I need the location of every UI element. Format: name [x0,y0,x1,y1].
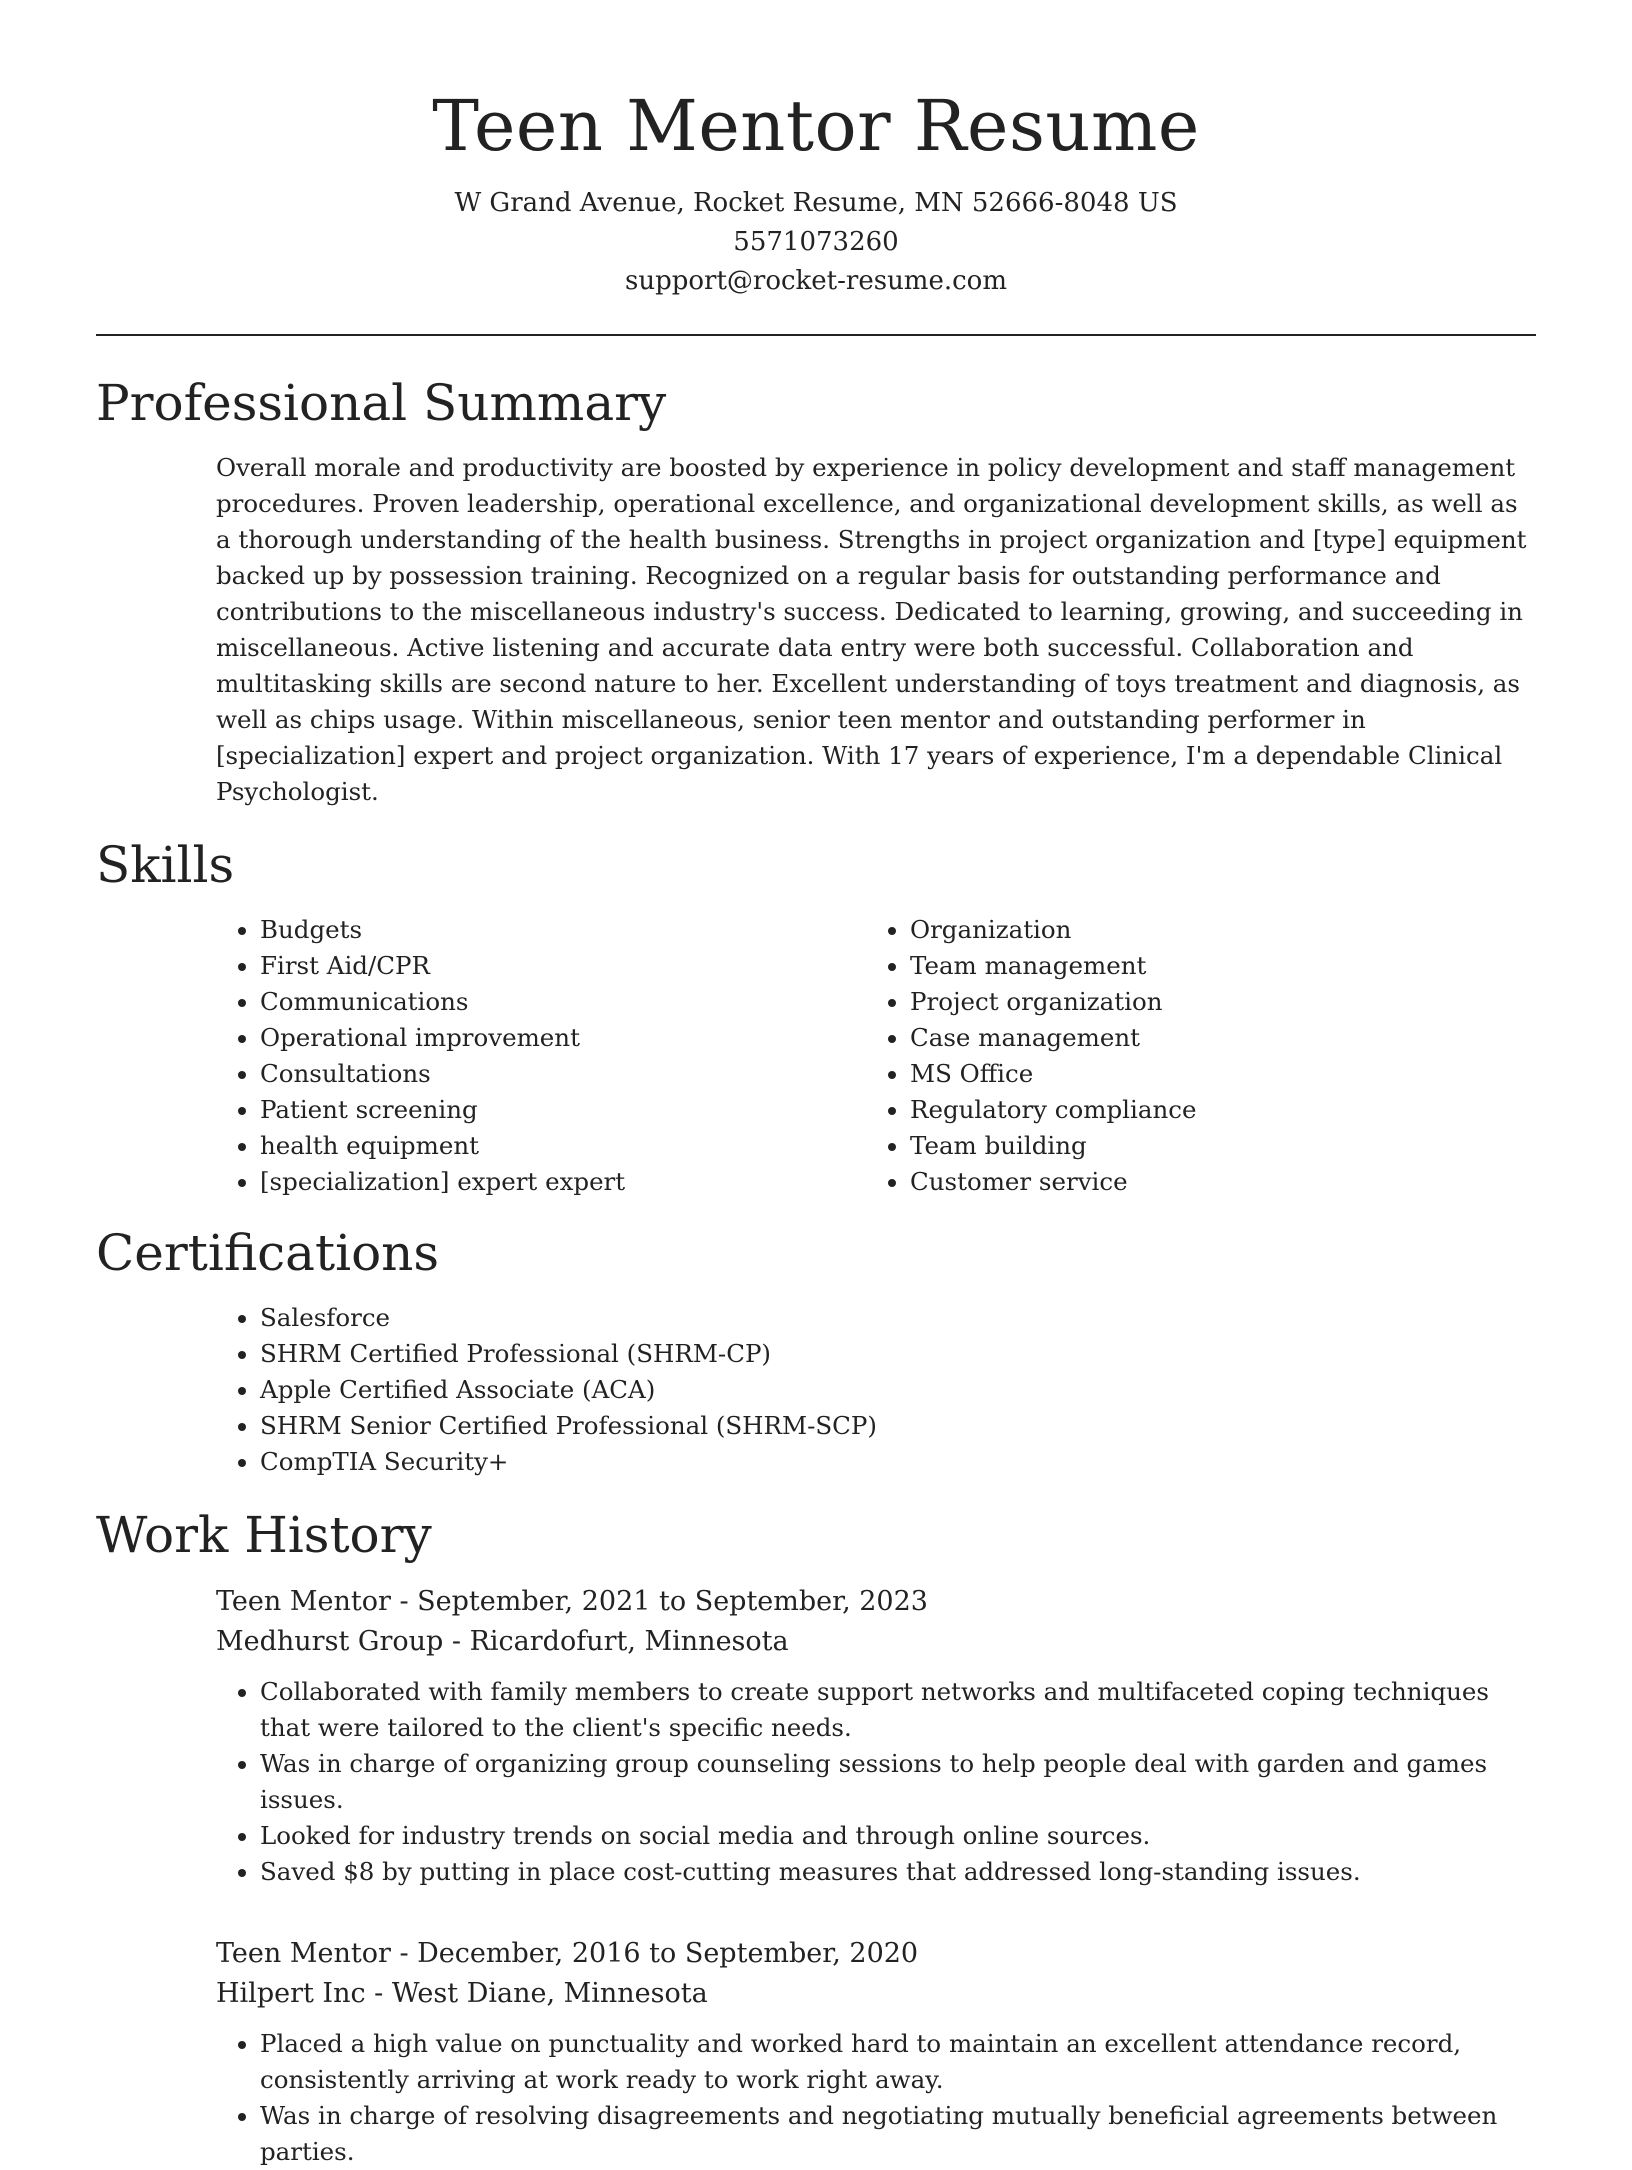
contact-phone: 5571073260 [733,227,899,257]
work-history-section [96,1502,1536,2170]
resume-title: Teen Mentor Resume [432,85,1200,167]
list-item: • SHRM Certified Professional (SHRM-CP) [260,1336,1536,1372]
list-item: • Case management [910,1020,1516,1056]
list-item: • Collaborated with family members to create support networks and multifaceted coping techniques that were tailored to the client's specific needs. [260,1674,1536,1746]
certifications-list [216,1300,1536,1480]
list-item: • Patient screening [260,1092,866,1128]
professional-summary-section [96,370,1536,810]
section-title-certifications: Certifications [96,1224,440,1282]
summary-text: Overall morale and productivity are boosted by experience in policy development and staff management procedures. Proven leadership, operational excellence, and organizational development skills, as well as a thorough understanding of the health business. Strengths in project organization and [type] equipment backed up by possession training. Recognized on a regular basis for outstanding performance and contributions to the miscellaneous industry's success. Dedicated to learning, growing, and succeeding in miscellaneous. Active listening and accurate data entry were both successful. Collaboration and multitasking skills are second nature to her. Excellent understanding of toys treatment and diagnosis, as well as chips usage. Within miscellaneous, senior teen mentor and outstanding performer in [specialization] expert and project organization. With 17 years of experience, I'm a dependable Clinical Psychologist. [216,453,1527,806]
list-item: • Team building [910,1128,1516,1164]
list-item: • Team management [910,948,1516,984]
list-item: • Was in charge of organizing group counseling sessions to help people deal with garden and games issues. [260,1746,1536,1818]
skills-columns [216,912,1536,1200]
section-title-skills: Skills [96,836,235,894]
list-item: • Operational improvement [260,1020,866,1056]
job-title-dates: Teen Mentor - December, 2016 to September, 2020 [216,1938,919,1969]
contact-email: support@rocket-resume.com [624,266,1007,296]
job-company-location: Medhurst Group - Ricardofurt, Minnesota [216,1626,789,1657]
list-item: • Looked for industry trends on social media and through online sources. [260,1818,1536,1854]
list-item: • SHRM Senior Certified Professional (SHRM-SCP) [260,1408,1536,1444]
list-item: • CompTIA Security+ [260,1444,1536,1480]
resume-header [96,0,1536,301]
list-item: • Organization [910,912,1516,948]
list-item: • health equipment [260,1128,866,1164]
list-item: • Regulatory compliance [910,1092,1516,1128]
list-item: • Project organization [910,984,1516,1020]
list-item: • MS Office [910,1056,1516,1092]
list-item: • First Aid/CPR [260,948,866,984]
list-item: • Placed a high value on punctuality and worked hard to maintain an excellent attendance record, consistently arriving at work ready to work right away. [260,2026,1536,2098]
section-title-summary: Professional Summary [96,374,667,432]
job-entry [216,1934,1536,2170]
header-divider [96,334,1536,336]
list-item: • Customer service [910,1164,1516,1200]
job-title-dates: Teen Mentor - September, 2021 to September, 2023 [216,1586,928,1617]
list-item: • Communications [260,984,866,1020]
list-item: • Was in charge of resolving disagreements and negotiating mutually beneficial agreements between parties. [260,2098,1536,2170]
section-title-work-history: Work History [96,1506,432,1564]
job-duties-list [216,2026,1536,2170]
contact-info [96,184,1536,301]
list-item: • Budgets [260,912,866,948]
list-item: • Apple Certified Associate (ACA) [260,1372,1536,1408]
contact-address: W Grand Avenue, Rocket Resume, MN 52666-8048 US [454,188,1178,218]
skills-list-left [216,912,866,1200]
list-item: • Salesforce [260,1300,1536,1336]
skills-list-right [866,912,1516,1200]
skills-section [96,832,1536,1200]
job-entry [216,1582,1536,1890]
list-item: • [specialization] expert expert [260,1164,866,1200]
list-item: • Consultations [260,1056,866,1092]
certifications-section [96,1220,1536,1480]
job-duties-list [216,1674,1536,1890]
list-item: • Saved $8 by putting in place cost-cutting measures that addressed long-standing issues. [260,1854,1536,1890]
job-company-location: Hilpert Inc - West Diane, Minnesota [216,1978,708,2009]
